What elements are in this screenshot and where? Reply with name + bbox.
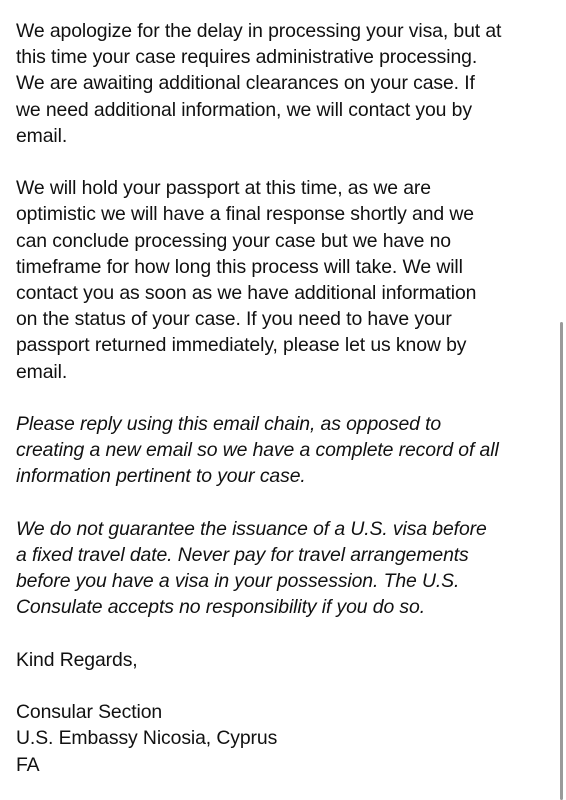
paragraph-processing-delay: We apologize for the delay in processing your visa, but at this time your case requires administrative processing. We are awaiting additional clearances on your case. If we need additional information, we will contact you by email.	[16, 20, 502, 147]
email-body	[16, 18, 556, 800]
paragraph-reply-instructions: Please reply using this email chain, as opposed to creating a new email so we have a complete record of all information pertinent to your case.	[16, 413, 499, 488]
paragraph-passport-hold: We will hold your passport at this time, as we are optimistic we will have a final response shortly and we can conclude processing your case but we have no timeframe for how long this process will take. We will contact you as soon as we have additional information on the status of your case. If you need to have your passport returned immediately, please let us know by email.	[16, 177, 477, 383]
vertical-scrollbar[interactable]	[560, 322, 563, 800]
signature-block: Consular Section U.S. Embassy Nicosia, Cyprus FA	[16, 701, 278, 776]
closing-line: Kind Regards,	[16, 648, 138, 671]
paragraph-disclaimer: We do not guarantee the issuance of a U.S. visa before a fixed travel date. Never pay for travel arrangements before you have a visa in your possession. The U.S. Consulate accepts no responsibility if you do so.	[16, 517, 487, 619]
